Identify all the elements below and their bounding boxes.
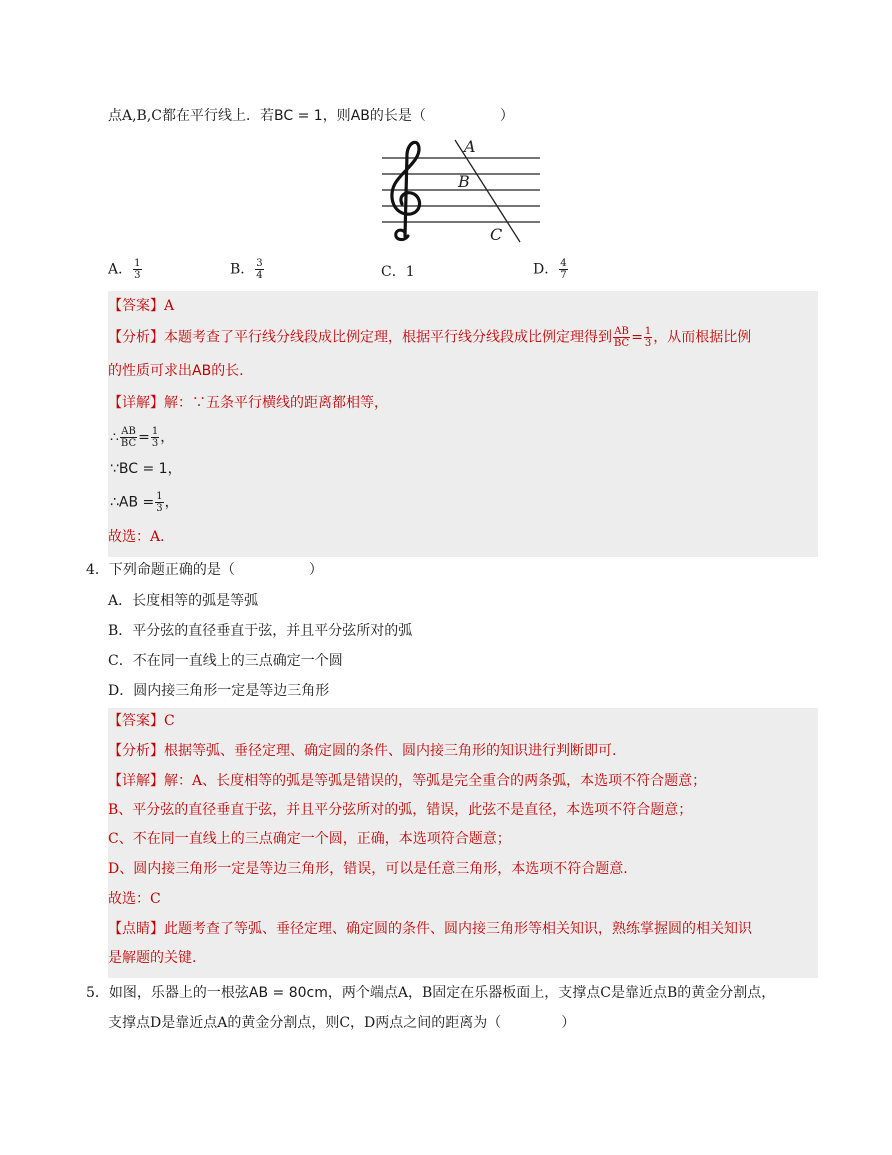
q3-choice: 故选：A．	[108, 529, 175, 545]
q3-stem-ab: AB	[350, 108, 370, 124]
q3-analysis-line2: 的性质可求出AB的长.	[108, 363, 244, 379]
label-b: B	[458, 172, 470, 191]
q4-comment-line2: 是解题的关键.	[108, 950, 197, 966]
q4-detail-line1: 【详解】解：A、长度相等的弧是等弧是错误的，等弧是完全重合的两条弧，本选项不符合题意；	[108, 773, 707, 789]
q3-stem-close: ）	[499, 108, 514, 124]
q4-option-b[interactable]: B．平分弦的直径垂直于弦，并且平分弦所对的弧	[108, 623, 413, 639]
q3-option-c[interactable]: C．1	[381, 264, 415, 280]
q3-option-d[interactable]: D． $\frac{4}{7}$	[533, 258, 567, 281]
q3-stem-math: BC = 1	[274, 108, 323, 124]
q4-stem: 4．下列命题正确的是（ ）	[86, 562, 323, 578]
q3-option-a[interactable]: A． $\frac{1}{3}$	[108, 258, 141, 281]
q4-detail-line3: C、不在同一直线上的三点确定一个圆，正确，本选项符合题意；	[108, 831, 511, 847]
q3-detail-line4: ∴AB = $\frac{1}{3}$ ，	[110, 491, 179, 514]
q3-option-b[interactable]: B． $\frac{3}{4}$	[230, 258, 263, 281]
treble-clef-icon	[392, 142, 420, 239]
q3-answer: 【答案】A	[108, 298, 175, 314]
q4-choice: 故选：C	[108, 891, 161, 907]
q4-detail-line2: B、平分弦的直径垂直于弦，并且平分弦所对的弧，错误，此弦不是直径，本选项不符合题意；	[108, 802, 693, 818]
q4-option-d[interactable]: D．圆内接三角形一定是等边三角形	[108, 683, 330, 699]
staff-figure	[380, 136, 545, 248]
q5-line2: 支撑点D是靠近点A的黄金分割点，则C，D两点之间的距离为（ ）	[108, 1015, 576, 1031]
q3-stem-mid: ，则	[322, 108, 351, 124]
q3-stem	[108, 106, 514, 126]
q4-analysis: 【分析】根据等弧、垂径定理、确定圆的条件、圆内接三角形的知识进行判断即可.	[108, 743, 617, 759]
label-c: C	[490, 225, 503, 244]
q4-answer: 【答案】C	[108, 713, 175, 729]
q3-detail-line3: ∵BC = 1，	[110, 461, 182, 477]
q3-detail-line1: 【详解】解：∵五条平行横线的距离都相等，	[108, 395, 388, 411]
q4-option-c[interactable]: C．不在同一直线上的三点确定一个圆	[108, 653, 343, 669]
q3-stem-text: 点A,B,C都在平行线上．若	[108, 108, 275, 124]
label-a: A	[464, 137, 476, 156]
q4-detail-line4: D、圆内接三角形一定是等边三角形，错误，可以是任意三角形，本选项不符合题意.	[108, 861, 628, 877]
q4-comment-line1: 【点睛】此题考查了等弧、垂径定理、确定圆的条件、圆内接三角形等相关知识，熟练掌握圆的相关知识	[108, 921, 752, 937]
q3-stem-post: 的长是（	[369, 108, 426, 124]
q3-detail-line2: ∴ $\frac{AB}{BC}$ = $\frac{1}{3}$ ，	[110, 426, 175, 449]
q4-option-a[interactable]: A．长度相等的弧是等弧	[108, 593, 259, 609]
q5-line1: 5．如图，乐器上的一根弦AB = 80cm，两个端点A，B固定在乐器板面上，支撑点C是靠近点B的黄金分割点，	[86, 985, 776, 1001]
q3-analysis-line1: 【分析】本题考查了平行线分线段成比例定理，根据平行线分线段成比例定理得到 $\frac{AB}{BC}$ = $\frac{1}{3}$ ，从而根据比例	[108, 326, 752, 349]
